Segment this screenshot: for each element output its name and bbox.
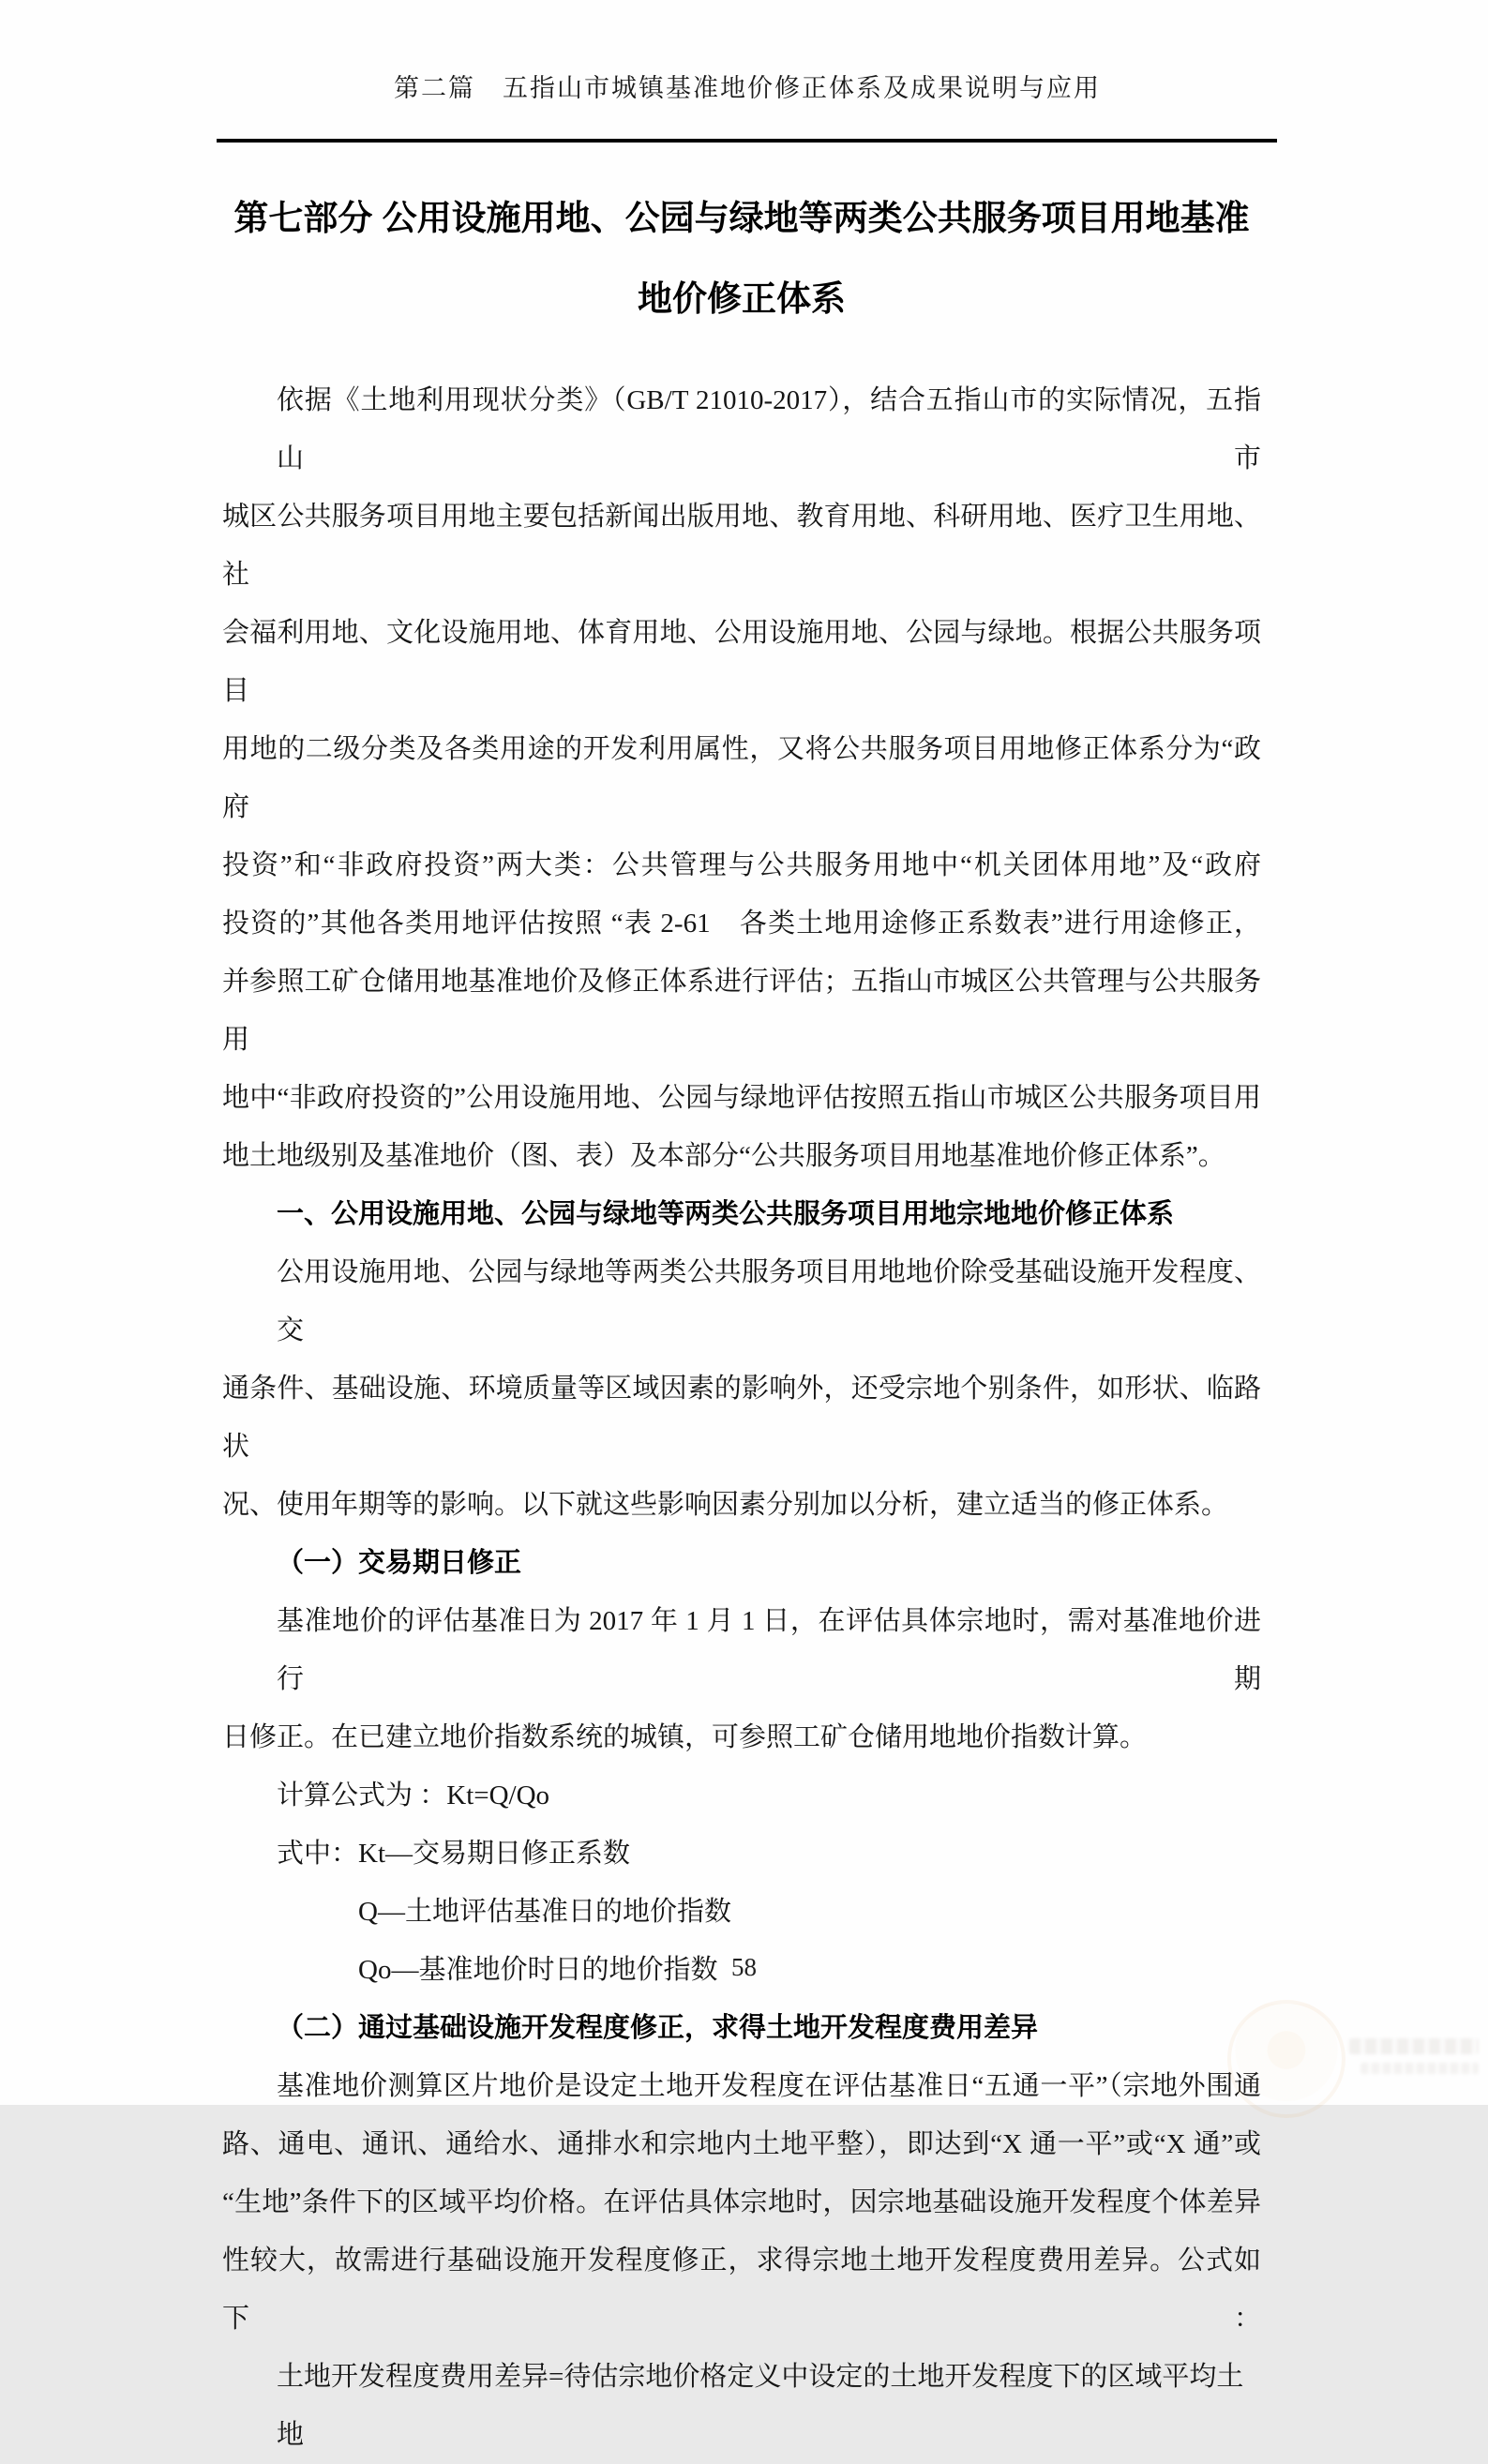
paragraph-line: 基准地价的评估基准日为 2017 年 1 月 1 日，在评估具体宗地时，需对基准地价进行期 [277, 1606, 1261, 1694]
paragraph-line: 基准地价测算区片地价是设定土地开发程度在评估基准日“五通一平”（宗地外围通 [277, 2071, 1261, 2101]
paragraph-line: 并参照工矿仓储用地基准地价及修正体系进行评估；五指山市城区公共管理与公共服务用 [222, 967, 1261, 1055]
section-heading: （二）通过基础设施开发程度修正，求得土地开发程度费用差异 [277, 2013, 1039, 2043]
paragraph-line: 地土地级别及基准地价（图、表）及本部分“公共服务项目用地基准地价修正体系”。 [222, 1141, 1225, 1171]
formula-line: Qo—基准地价时日的地价指数 [358, 1955, 718, 1985]
document-title-line-2: 地价修正体系 [638, 279, 846, 318]
paragraph-line: 通条件、基础设施、环境质量等区域因素的影响外，还受宗地个别条件，如形状、临路状 [222, 1374, 1261, 1462]
formula-line: Q—土地评估基准日的地价指数 [358, 1897, 731, 1927]
paragraph-line: 城区公共服务项目用地主要包括新闻出版用地、教育用地、科研用地、医疗卫生用地、社 [222, 502, 1261, 590]
paragraph-line: 土地开发程度费用差异=待估宗地价格定义中设定的土地开发程度下的区域平均土地 [277, 2362, 1244, 2450]
paragraph-line: 会福利用地、文化设施用地、体育用地、公用设施用地、公园与绿地。根据公共服务项目 [222, 618, 1261, 706]
running-header: 第二篇 五指山市城镇基准地价修正体系及成果说明与应用 [394, 74, 1101, 102]
paragraph-line: 地中“非政府投资的”公用设施用地、公园与绿地评估按照五指山市城区公共服务项目用 [222, 1083, 1261, 1113]
watermark-url-blur [1360, 2063, 1479, 2074]
formula-line: 式中：Kt—交易期日修正系数 [277, 1839, 631, 1869]
document-body [222, 371, 1261, 2464]
paragraph-line: 投资”和“非政府投资”两大类：公共管理与公共服务用地中“机关团体用地”及“政府 [222, 850, 1261, 880]
formula-line: 计算公式为 ：Kt=Q/Qo [277, 1780, 550, 1810]
paragraph-line: 性较大，故需进行基础设施开发程度修正，求得宗地土地开发程度费用差异。公式如下： [222, 2246, 1261, 2334]
paragraph-line: 用地的二级分类及各类用途的开发利用属性，又将公共服务项目用地修正体系分为“政府 [222, 734, 1261, 822]
header-rule [217, 139, 1277, 143]
watermark-text-blur [1349, 2038, 1479, 2054]
section-heading: （一）交易期日修正 [277, 1548, 522, 1578]
section-heading: 一、公用设施用地、公园与绿地等两类公共服务项目用地宗地地价修正体系 [277, 1199, 1175, 1229]
document-title-line-1: 第七部分 公用设施用地、公园与绿地等两类公共服务项目用地基准 [233, 199, 1250, 237]
paragraph-line: 公用设施用地、公园与绿地等两类公共服务项目用地地价除受基础设施开发程度、交 [277, 1257, 1261, 1345]
paragraph-line: 路、通电、通讯、通给水、通排水和宗地内土地平整），即达到“X 通一平”或“X 通”或 [222, 2129, 1261, 2159]
paragraph-line: 依据《土地利用现状分类》（GB/T 21010-2017），结合五指山市的实际情况，五指山市 [277, 385, 1261, 473]
paragraph-line: 日修正。在已建立地价指数系统的城镇，可参照工矿仓储用地地价指数计算。 [222, 1722, 1148, 1752]
paragraph-line: “生地”条件下的区域平均价格。在评估具体宗地时，因宗地基础设施开发程度个体差异 [222, 2187, 1261, 2217]
page-number: 58 [731, 1953, 757, 1981]
document-title [222, 178, 1261, 339]
paragraph-line: 况、使用年期等的影响。以下就这些影响因素分别加以分析，建立适当的修正体系。 [222, 1490, 1229, 1520]
paragraph-line: 投资的”其他各类用地评估按照 “表 2-61 各类土地用途修正系数表”进行用途修正， [222, 909, 1261, 939]
